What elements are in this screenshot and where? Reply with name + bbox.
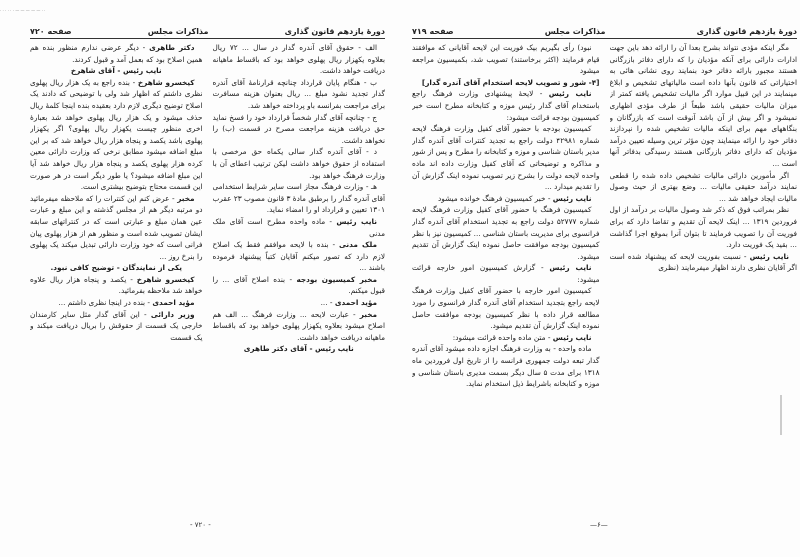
page-footer-number: —۶— [590,521,608,529]
paragraph: نایب رئیس - ماده واحده مطرح است آقای ملک مدنی [212,216,385,238]
paragraph: ب - هنگام پایان قرارداد چنانچه قرارنامهٔ آقای آندره گدار تجدید نشود مبلغ ... ریال بعنوان هزینه مسافرت برای مراجعت بفرانسه باو پرداخته خواهد شد. [212,77,385,110]
paragraph: مخبر - عرض کنم این کنترات را که ملاحظه میفرمائید دو مرتبه دیگر هم از مجلس گذشته و این مبلغ و عبارت عین همان مبلغ و عبارتی است که در کنتراتهای سابقه ایشان تصویب شده است و منظور هم از هزار پهلوی پیان فرانی است که خود وزارت دارائی تبدیل میکند یک پهلوی را بنرخ روز ... [30,193,203,261]
page-number-label: صفحه ۷۱۹ [412,27,454,36]
text-column-right [610,42,798,507]
paragraph: الف - حقوق آقای آندره گدار در سال ... ۷۲ ریال بعلاوه یکهزار ریال پهلوی خواهد بود که باقساط ماهیانه دریافت خواهد داشت. [212,43,385,76]
paragraph: یکی از نمایندگان - توضیح کافی نبود. [50,263,182,273]
speaker-name: کیخسرو شاهرخ [136,274,195,284]
scan-artifact: · · · · · · — — — — — · · [0,8,46,13]
paragraph: کیخسرو شاهرخ - بنده راجع به یک هزار ریال پهلوی نظری داشتم که اظهار شد ولی با توضیحی که دادند یک اصلاح توضیح دیگری لازم دارد بعقیده بنده اینجا کلمهٔ ریال حذف میشود و یک هزار ریال پهلوی خواهد شد بعبارهٔ اخری منظور چیست یکهزار ریال پهلوی؟ اگر یکهزار پهلوی باشد یکصد و پنجاه هزار ریال خواهد شد که بر این مبلغ اضافه میشود مطابق نرخی که وزارت دارائی معین کرده هزار پهلوی یکصد و پنجاه هزار ریال خواهد شد آیا این مبلغ اضافه میشود؟ یا طور دیگر است در هر صورت این قسمت محتاج بتوضیح بیشتری است. [30,77,203,192]
paragraph: د - آقای آندره گدار سالی یکماه حق مرخصی با استفاده از حقوق خواهد داشت لیکن ترتیب اعطای آن با وزارت فرهنگ خواهد بود. [212,147,385,180]
paragraph: [۴- شور و تصویب لایحه استخدام آقای آندره گدار] [421,77,600,87]
paragraph: مخبر کمیسیون بودجه - بنده اصلاح آقای ... را قبول میکنم. [212,274,385,296]
header-divider [30,38,385,39]
paragraph: مؤید احمدی - بنده در اینجا نظری داشتم ... [58,298,195,308]
paragraph: ج - چنانچه آقای گدار شخصاً قرارداد خود را فسخ نماید حق دریافت هزینه مراجعت مصرح در قسمت (ب) را نخواهد داشت. [212,112,385,145]
speaker-name: مؤید احمدی [334,298,377,308]
paragraph: مخبر - عبارت لایحه ... وزارت فرهنگ ... الف هم اصلاح میشود بعلاوه یکهزار پهلوی خواهد بود که باقساط ماهیانه دریافت خواهد داشت. [212,309,385,342]
right-page-columns [412,42,797,507]
scan-edge-mark [780,395,782,435]
paragraph: وزیر دارائی - این آقای گدار مثل سایر کارمندان خارجی یک قسمت از حقوقش را بریال دریافت میکند و یک قسمت [30,309,203,342]
speaker-name: ملک مدنی [339,240,377,250]
text-column-left [412,42,600,507]
speaker-name: نایب رئیس [548,89,592,99]
paragraph: نایب رئیس - لایحهٔ پیشنهادی وزارت فرهنگ راجع باستخدام آقای گدار رئیس موزه و کتابخانه مطرح است خبر کمیسیون بودجه قرائت میشود: [412,89,600,122]
paragraph: ماده واحده - به وزارت فرهنگ اجازه داده میشود آقای آندره گدار تبعه دولت جمهوری فرانسه را از تاریخ اول فروردین ماه ۱۳۱۸ برای مدت ۵ سال دیگر بسمت مدیری باستان شناسی و موزه و کتابخانه باشرایط ذیل استخدام نماید. [412,344,600,389]
paragraph: کمیسیون فرهنگ با حضور آقای کفیل وزارت فرهنگ لایحه شماره ۵۲۷۷۷ دولت راجع به تجدید استخدام آقای آندره گدار فرانسوی برای مدیریت باستان شناسی ... کمیسیون نیز با نظر کمیسیون بودجه موافقت حاصل نموده اینک گزارش آن تقدیم میشود. [412,205,600,261]
paragraph: نایب رئیس - نسبت بفوریت لایحه که پیشنهاد شده است اگر آقایان نظری دارند اظهار میفرمایند (نظری [609,251,797,273]
paragraph: اگر مأمورین دارائی مالیات تشخیص داده شده را قطعی نمایند درآمد حقیقی مالیات ... وضع بهتری از حیث وصول مالیات ایجاد خواهد شد ... [609,170,797,203]
paragraph: کیخسرو شاهرخ - یکصد و پنجاه هزار ریال علاوه خواهد شد ملاحظه بفرمائید. [30,274,203,296]
text-column-right [213,42,386,507]
paragraph: نایب رئیس - متن ماده واحده قرائت میشود: [452,332,592,342]
paragraph: نایب رئیس - خبر کمیسیون فرهنگ خوانده میشود [438,193,592,203]
paragraph: کمیسیون امور خارجه با حضور آقای کفیل وزارت فرهنگ لایحه راجع بتجدید استخدام آقای آندره گدار فرانسوی را مورد مطالعه قرار داده با نظر کمیسیون بودجه موافقت حاصل نموده اینک گزارش آن تقدیم میشود. [412,286,600,331]
speaker-name: دکتر طاهری [149,43,195,52]
paragraph: نایب رئیس - آقای دکتر طاهری [243,344,354,354]
page-number-label: صفحه ۷۲۰ [30,27,72,36]
header-divider [412,38,797,39]
paragraph: نظر بمراتب فوق که ذکر شد وصول مالیات بر درآمد از اول فروردین ۱۳۱۹ ... اینک لایحه آن تقدیم و تقاضا دارد که برای فوریت آن را تصویب فرمایند تا بتوان آنرا بموقع اجرا گذاشت ... بقید یک فوریت دارد. [609,205,797,250]
right-page [400,0,800,557]
speaker-name: نایب رئیس [552,332,592,342]
left-page-columns [30,42,385,507]
speaker-name: کیخسرو شاهرخ [137,77,195,87]
speaker-name: نایب رئیس [336,216,377,226]
right-page-header [412,24,797,36]
speaker-name: مخبر [177,193,195,203]
speaker-name: وزیر دارائی [150,309,195,319]
page-title: مذاکرات مجلس [544,27,606,36]
session-title: دورهٔ یازدهم قانون گذاری [696,27,797,36]
paragraph: مگر اینکه مؤدی نتواند بشرح بعدا آن را ارائه دهد باین جهت ادارات دارائی برای آنکه مؤدیان را که دارای دفاتر بازرگانی هستند مجبور بارائه دفاتر خود بنمایند روی نشانی هائی به اختیاراتی که قانون بآنها داده است مالیاتهای تشخیص و ابلاغ مینمایند در این قبیل موارد اگر مالیات تشخیص یافته کمتر از میزان مالیات حقیقی باشد طبعاً از طرف مؤدی اظهاری نمیشود و اگر بیش از آن باشد آنوقت است که بازرگانان و بنگاههای مهم برای اینکه مالیات تشخیص شده را نپردازند دفاتر خود را ارائه مینمایند چون مؤثر ترین وسیله تعیین درآمد مؤدیان که دارای دفاتر بازرگانی هستند رسیدگی بدفاتر آنها است ... [609,43,797,168]
page-title: مذاکرات مجلس [147,27,209,36]
paragraph: نبود) رأی بگیریم بیک فوریت این لایحه آقایانی که موافقند قیام فرمایند (اکثر برخاستند) تصویب شد، بکمیسیون مراجعه میشود [412,43,600,76]
paragraph: نایب رئیس - آقای شاهرخ [70,66,162,76]
text-column-left [30,42,203,507]
paragraph: دکتر طاهری - دیگر عرضی ندارم منظور بنده هم همین اصلاح بود که بعمل آمد و قبول کردند. [30,43,203,64]
page-footer-number: - ۷۲۰ - [190,521,211,529]
paragraph: هـ - وزارت فرهنگ مجاز است سایر شرایط استخدامی آقای آندره گدار را برطبق مادهٔ ۳ قانون مصوب ۲۳ عقرب ۱۳۰۱ تعیین و قرارداد او را امضاء نماید. [212,182,385,215]
paragraph: نایب رئیس - گزارش کمیسیون امور خارجه قرائت میشود: [412,263,600,284]
speaker-name: مخبر [359,309,377,319]
speaker-name: نایب رئیس [549,263,592,273]
speaker-name: مؤید احمدی [152,298,195,308]
paragraph: مؤید احمدی - ... [320,298,377,308]
speaker-name: مخبر کمیسیون بودجه [296,274,377,284]
left-page-header [30,24,385,36]
paragraph: ملک مدنی - بنده با لایحه موافقم فقط یک اصلاح لازم دارد که تصور میکنم آقایان کتباً پیشنهاد فرموده باشند ... [212,240,385,273]
paragraph: کمیسیون بودجه با حضور آقای کفیل وزارت فرهنگ لایحه شماره ۴۲۹۸۱ دولت راجع به تجدید کنترات آقای آندره گدار مدیر باستان شناسی و موزه و کتابخانه را مطرح و پس از شور و مذاکره و توضیحاتی که آقای کفیل وزارت داده اند ماده واحده لایحه دولت را بشرح زیر تصویب نموده اینک گزارش آن را تقدیم میدارد ... [412,124,600,192]
speaker-name: نایب رئیس [749,251,789,261]
session-title: دورهٔ یازدهم قانون گذاری [284,27,385,36]
speaker-name: نایب رئیس [552,193,592,203]
